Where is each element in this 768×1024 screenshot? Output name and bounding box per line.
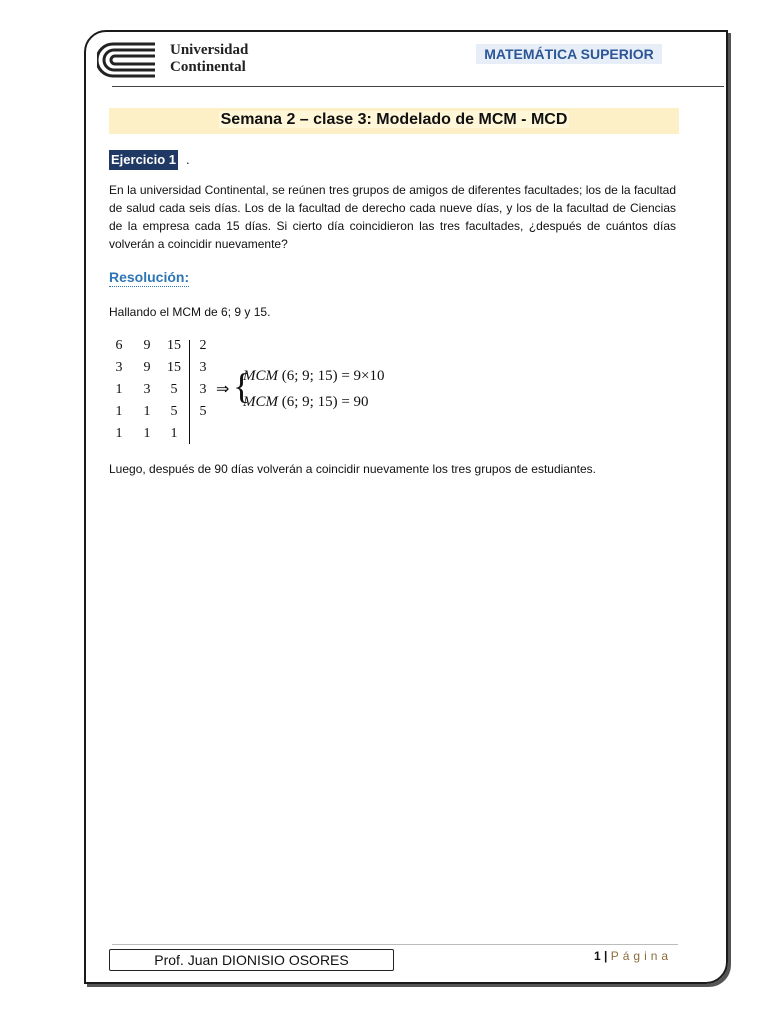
footer-divider — [112, 944, 678, 945]
resolution-intro: Hallando el MCM de 6; 9 y 15. — [109, 305, 271, 319]
lesson-title-bar — [109, 108, 679, 134]
table-cell: 9 — [143, 338, 151, 353]
header-divider — [112, 86, 724, 87]
page-word: Página — [610, 949, 673, 963]
page-separator: | — [604, 949, 608, 963]
eq2-rhs: (6; 9; 15) = 90 — [281, 394, 369, 410]
table-cell: 5 — [199, 404, 207, 419]
table-cell: 1 — [115, 404, 123, 419]
resolution-conclusion: Luego, después de 90 días volverán a coincidir nuevamente los tres grupos de estudiantes. — [109, 462, 596, 476]
table-cell: 3 — [115, 360, 123, 375]
table-cell: 3 — [143, 382, 151, 397]
table-cell: 1 — [115, 426, 123, 441]
page-indicator — [594, 948, 672, 964]
university-name-line2: Continental — [170, 59, 246, 75]
resolution-heading: Resolución: — [109, 269, 190, 285]
course-title: MATEMÁTICA SUPERIOR — [476, 44, 662, 64]
table-cell: 1 — [143, 426, 151, 441]
page-number: 1 — [594, 949, 601, 963]
page-frame — [84, 30, 728, 984]
table-cell: 9 — [143, 360, 151, 375]
table-cell: 1 — [170, 426, 178, 441]
table-cell: 1 — [115, 382, 123, 397]
table-cell: 5 — [170, 404, 178, 419]
table-cell: 3 — [199, 360, 207, 375]
system-brace: { — [233, 366, 251, 406]
professor-box: Prof. Juan DIONISIO OSORES — [109, 949, 394, 971]
equation-line-2 — [243, 394, 369, 411]
table-cell: 15 — [167, 338, 181, 353]
table-cell: 15 — [167, 360, 181, 375]
exercise-statement: En la universidad Continental, se reúnen tres grupos de amigos de diferentes facultades; los de la facultad de salud cada seis días. Los de la facultad de derecho cada nueve días, y los de la facultad de Ciencias de la empresa cada 15 días. Si cierto día coincidieron las tres facultades, ¿después de cuántos días volverán a coincidir nuevamente? — [109, 183, 676, 251]
table-cell: 6 — [115, 338, 123, 353]
lesson-title: Semana 2 – clase 3: Modelado de MCM - MCD — [220, 111, 568, 128]
university-logo-icon — [97, 40, 159, 80]
division-line — [189, 340, 190, 444]
university-name — [170, 42, 248, 76]
eq1-rhs: (6; 9; 15) = 9×10 — [281, 368, 385, 384]
exercise-label: Ejercicio 1 — [109, 150, 178, 170]
eq2-lhs: MCM — [243, 394, 278, 410]
table-cell: 3 — [199, 382, 207, 397]
equation-line-1 — [243, 368, 385, 385]
eq1-lhs: MCM — [243, 368, 278, 384]
exercise-label-dot: . — [186, 152, 190, 167]
university-name-line1: Universidad — [170, 42, 249, 58]
table-cell: 1 — [143, 404, 151, 419]
implies-arrow: ⇒ — [216, 381, 230, 398]
table-cell: 2 — [199, 338, 207, 353]
table-cell: 5 — [170, 382, 178, 397]
